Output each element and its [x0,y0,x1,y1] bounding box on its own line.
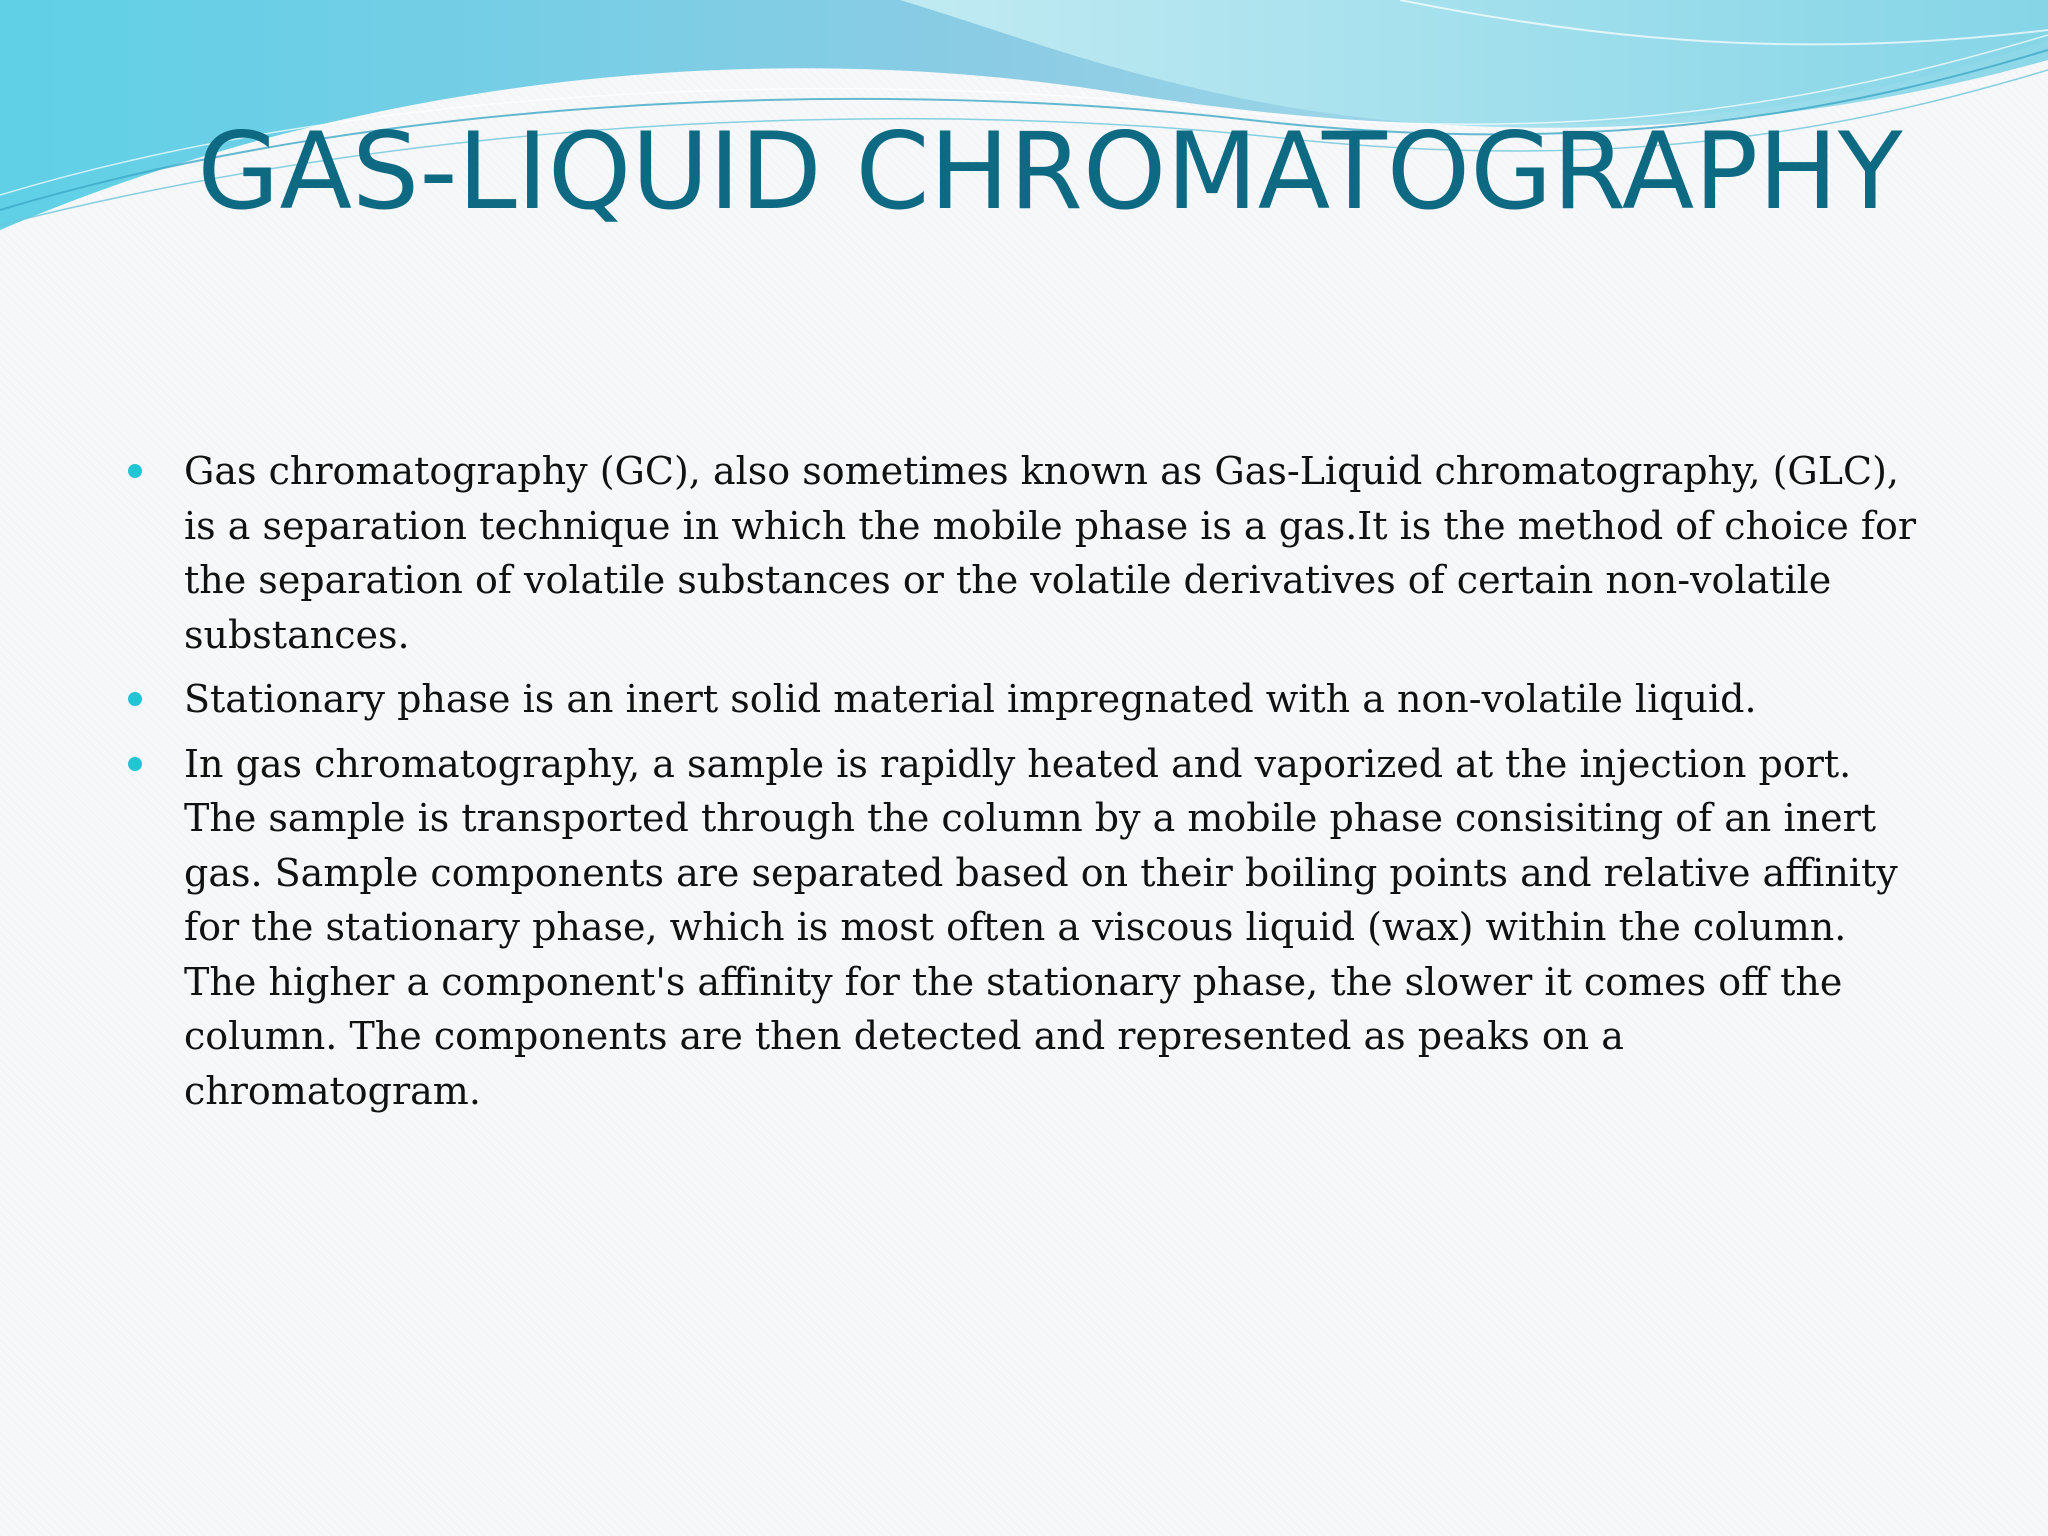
list-item [128,737,1928,1119]
list-item [128,672,1928,727]
bullet-text: In gas chromatography, a sample is rapidly heated and vaporized at the injection port. The sample is transported through the column by a mobile phase consisiting of an inert gas. Sample components are separated based on their boiling points and relative affinity for the stationary phase, which is most often a viscous liquid (wax) within the column. The higher a component's affinity for the stationary phase, the slower it comes off the column. The components are then detected and represented as peaks on a chromatogram. [184,741,1898,1113]
list-item [128,444,1928,662]
bullet-text: Stationary phase is an inert solid material impregnated with a non-volatile liquid. [184,677,1757,721]
bullet-text: Gas chromatography (GC), also sometimes known as Gas-Liquid chromatography, (GLC), is a separation technique in which the mobile phase is a gas.It is the method of choice for the separation of volatile substances or the volatile derivatives of certain non-volatile substances. [184,449,1917,657]
bullet-dot-icon [128,464,142,478]
bullet-dot-icon [128,692,142,706]
slide-content [128,444,1928,1128]
bullet-dot-icon [128,757,142,771]
bullet-list [128,444,1928,1118]
slide-title: GAS-LIQUID CHROMATOGRAPHY [197,110,1903,233]
